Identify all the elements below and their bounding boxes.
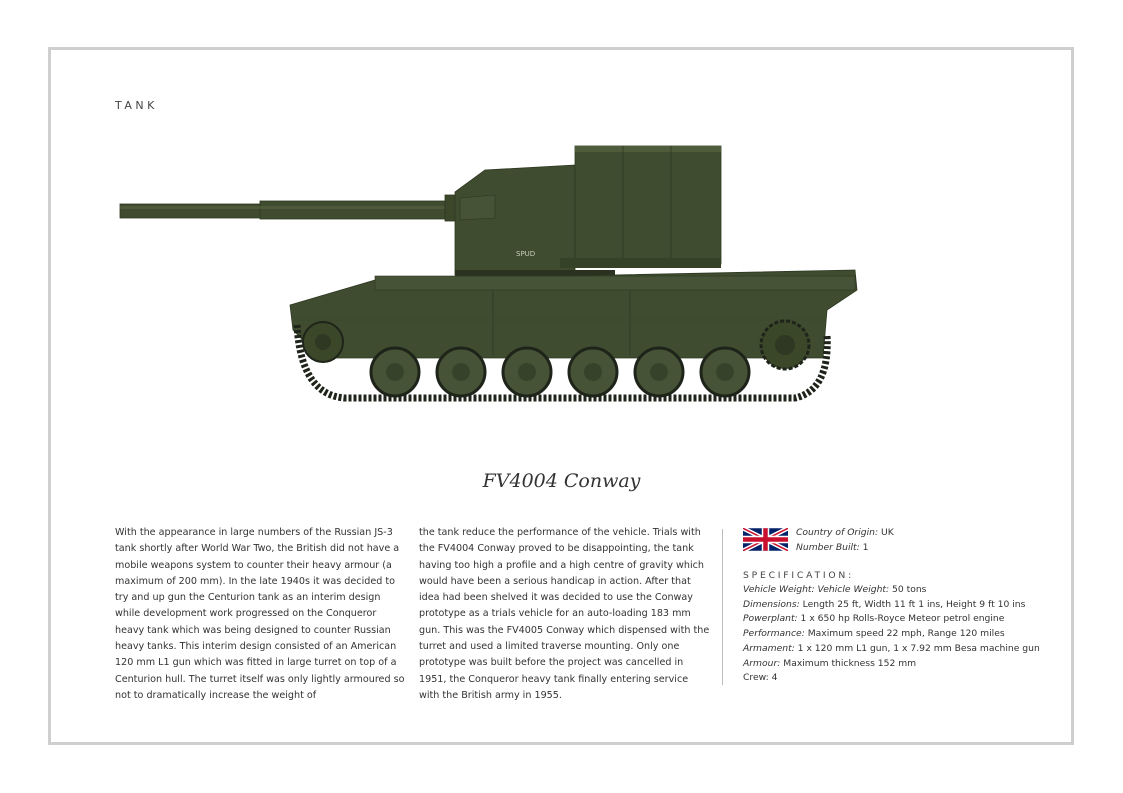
- turret: [455, 146, 721, 276]
- spec-performance: Performance: Maximum speed 22 mph, Range 120 miles: [743, 628, 1005, 640]
- vehicle-title: FV4004 Conway: [482, 470, 641, 492]
- spec-armour: Armour: Maximum thickness 152 mm: [743, 657, 917, 669]
- number-built: Number Built: 1: [796, 542, 869, 553]
- spec-dimensions: Dimensions: Length 25 ft, Width 11 ft 1 ins, Height 9 ft 10 ins: [743, 598, 1026, 610]
- spec-weight: Vehicle Weight: Vehicle Weight: 50 tons: [743, 584, 927, 595]
- spec-crew: Crew: 4: [743, 672, 778, 684]
- tank-illustration: [115, 140, 865, 410]
- specification-list: [743, 583, 1073, 686]
- description-column-2: the tank reduce the performance of the vehicle. Trials with the FV4004 Conway proved to be disappointing, the tank having too high a profile and a high centre of gravity which would have been a serious handicap in action. After that idea had been shelved it was decided to use the Conway prototype as a trials vehicle for an auto-loading 183 mm gun. This was the FV4005 Conway which dispensed with the turret and used a limited traverse mounting. Only one prototype was built before the project was cancelled in 1951, the Conqueror heavy tank finally entering service with the British army in 1955.: [419, 527, 710, 701]
- vehicle-marking: SPUD: [516, 250, 536, 258]
- category-label: TANK: [115, 99, 158, 112]
- description-column-1: With the appearance in large numbers of the Russian JS-3 tank shortly after World War Two, the British did not have a mobile weapons system to counter their heavy armour (a maximum of 200 mm). In the late 1940s it was decided to try and up gun the Centurion tank as an interim design while development work progressed on the Conqueror heavy tank which was being designed to counter Russian heavy tanks. This interim design consisted of an American 120 mm L1 gun which was fitted in large turret on top of a Centurion hull. The turret itself was only lightly armoured so not to dramatically increase the weight of: [115, 527, 405, 701]
- spec-armament: Armament: 1 x 120 mm L1 gun, 1 x 7.92 mm Besa machine gun: [743, 642, 1040, 654]
- specification-heading: SPECIFICATION:: [743, 570, 855, 581]
- gun-barrel: [120, 195, 495, 221]
- origin-info: [796, 525, 894, 555]
- column-divider: [722, 529, 723, 685]
- union-jack-flag-icon: [743, 528, 788, 551]
- country-of-origin: Country of Origin: UK: [796, 527, 894, 538]
- spec-powerplant: Powerplant: 1 x 650 hp Rolls-Royce Meteor petrol engine: [743, 613, 1005, 625]
